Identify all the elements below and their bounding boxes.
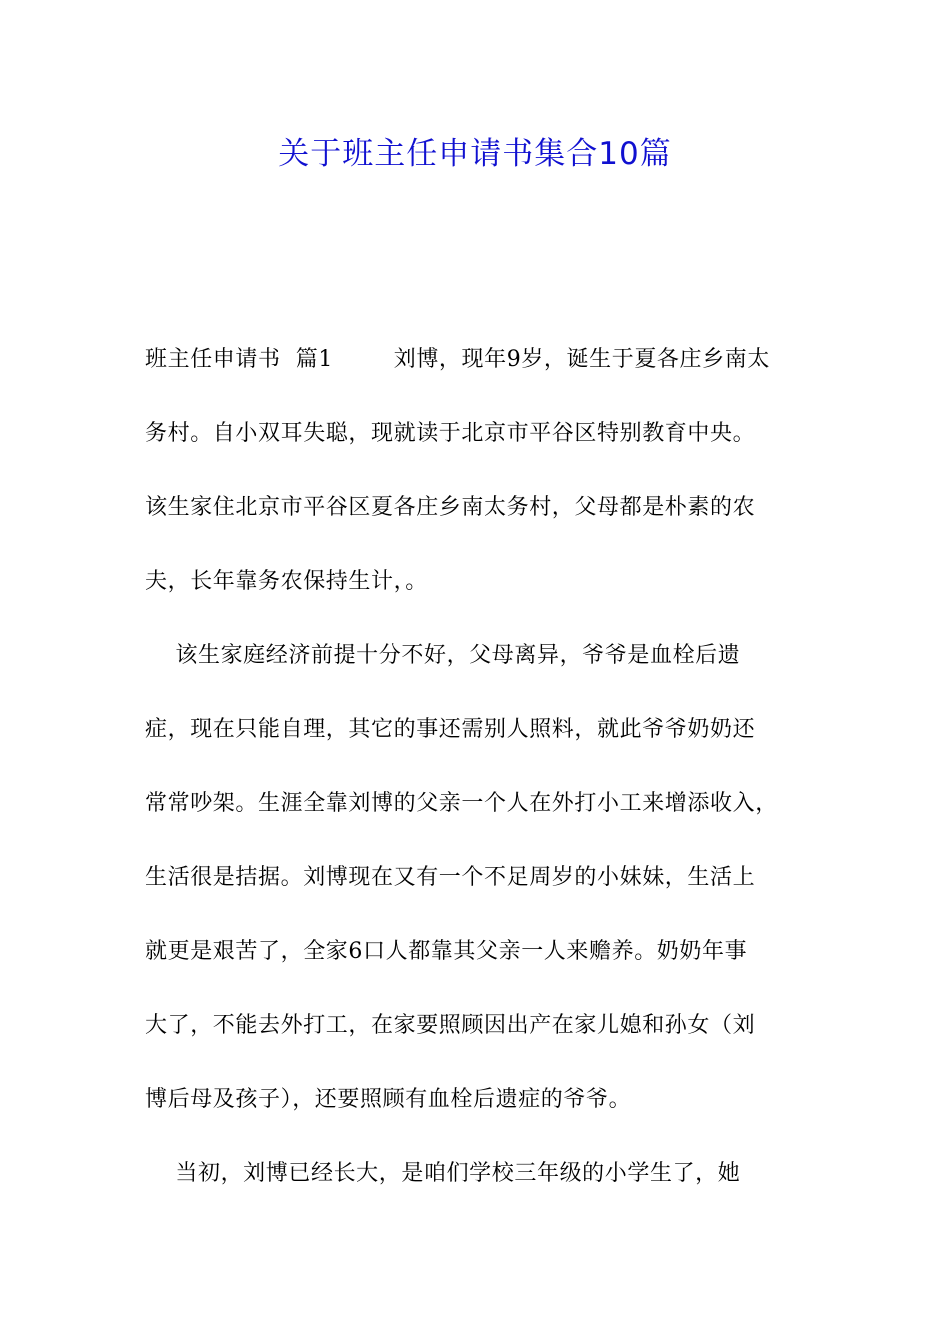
body-line: 大了，不能去外打工，在家要照顾因出产在家儿媳和孙女（刘 xyxy=(145,1013,756,1038)
body-line: 生活很是拮据。刘博现在又有一个不足周岁的小妹妹，生活上 xyxy=(145,865,756,890)
body-line: 当初，刘博已经长大，是咱们学校三年级的小学生了，她 xyxy=(145,1161,741,1186)
document-title: 关于班主任申请书集合10篇 xyxy=(278,136,672,172)
body-line: 该生家庭经济前提十分不好，父母离异，爷爷是血栓后遗 xyxy=(145,643,741,668)
body-line: 就更是艰苦了，全家6口人都靠其父亲一人来赡养。奶奶年事 xyxy=(145,939,748,964)
body-line: 班主任申请书 篇1 刘博，现年9岁，诞生于夏各庄乡南太 xyxy=(145,347,770,372)
body-line: 症，现在只能自理，其它的事还需别人照料，就此爷爷奶奶还 xyxy=(145,717,756,742)
body-line: 务村。自小双耳失聪，现就读于北京市平谷区特别教育中央。 xyxy=(145,421,756,446)
body-line: 博后母及孩子），还要照顾有血栓后遗症的爷爷。 xyxy=(145,1087,632,1112)
body-line: 夫，长年靠务农保持生计，。 xyxy=(145,569,428,594)
body-line: 常常吵架。生涯全靠刘博的父亲一个人在外打小工来增添收入， xyxy=(145,791,778,816)
document-body xyxy=(145,336,810,1224)
body-line: 该生家住北京市平谷区夏各庄乡南太务村，父母都是朴素的农 xyxy=(145,495,756,520)
